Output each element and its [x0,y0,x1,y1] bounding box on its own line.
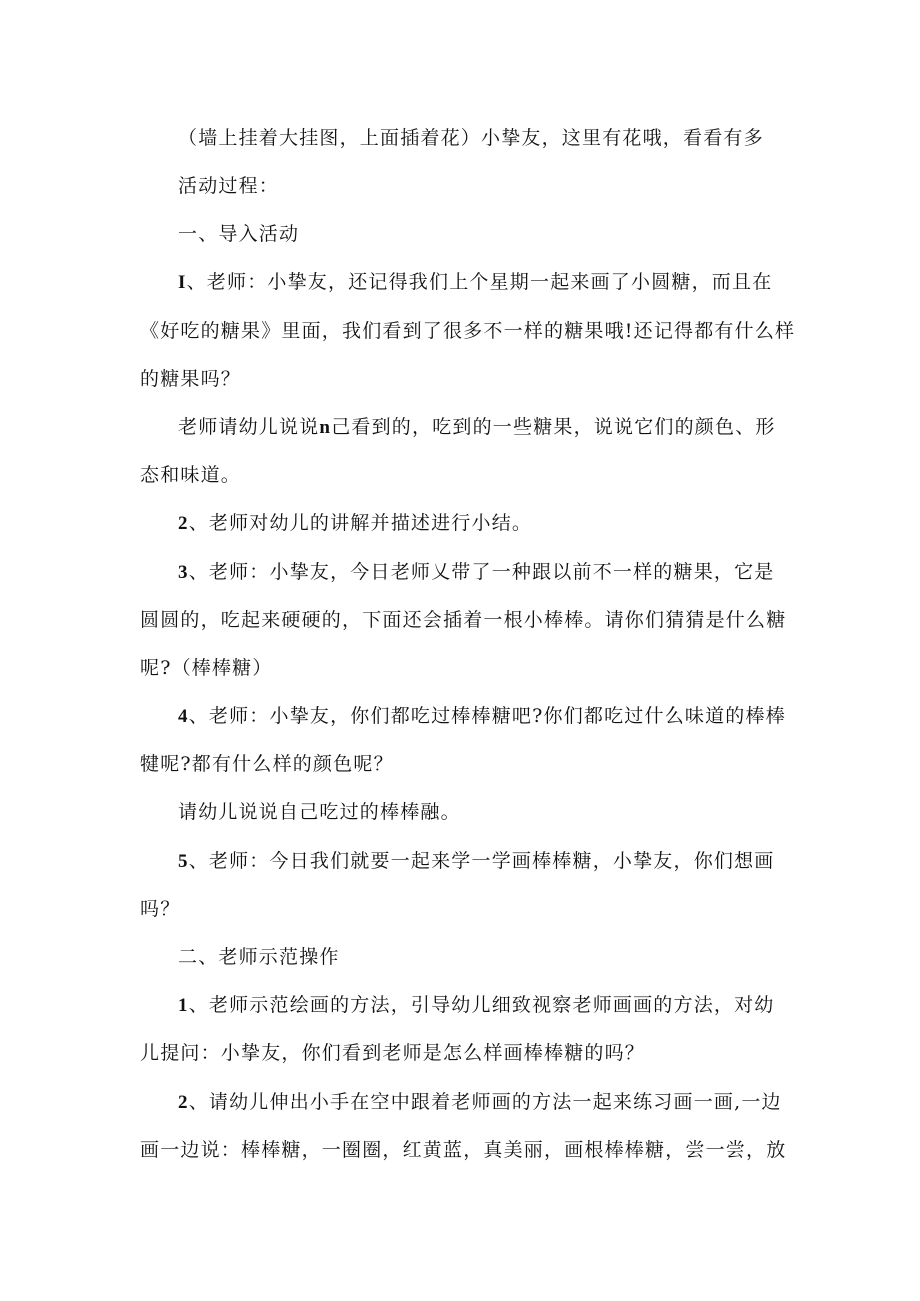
paragraph-line: 儿提问：小挚友，你们看到老师是怎么样画棒棒糖的吗？ [140,1042,646,1064]
paragraph-line: 请幼儿说说自己吃过的棒棒融。 [178,801,461,823]
paragraph-line: 的糖果吗？ [140,368,242,390]
paragraph-line: 圆圆的，吃起来硬硬的，下面还会插着一根小棒棒。请你们猜猜是什么糖 [140,609,787,631]
paragraph-line: 5、老师：今日我们就要一起来学一学画棒棒糖，小挚友，你们想画 [178,850,775,872]
paragraph-line: 1、老师示范绘画的方法，引导幼儿细致视察老师画画的方法，对幼 [178,994,775,1016]
section-heading: 二、老师示范操作 [178,946,340,968]
paragraph-line: 吗？ [140,898,181,920]
paragraph-line: 4、老师：小挚友，你们都吃过棒棒糖吧?你们都吃过什么味道的棒棒 [178,705,786,727]
paragraph-line: 态和味道。 [140,464,242,486]
paragraph-line: 画一边说：棒棒糖，一圈圈，红黄蓝，真美丽，画根棒棒糖，尝一尝，放 [140,1139,787,1161]
paragraph-line: 活动过程： [178,175,280,197]
paragraph-line: I、老师：小挚友，还记得我们上个星期一起来画了小圆糖，而且在 [178,271,773,293]
paragraph-line: 2、老师对幼儿的讲解并描述进行小结。 [178,512,533,534]
paragraph-line: 3、老师：小挚友，今日老师乂带了一种跟以前不一样的糖果，它是 [178,561,775,583]
section-heading: 一、导入活动 [178,223,300,245]
paragraph-line: 犍呢?都有什么样的颜色呢？ [140,753,394,775]
paragraph-line: （墙上挂着大挂图，上面插着花）小挚友，这里有花哦，看看有多 [178,127,764,149]
paragraph-line: 呢?（棒棒糖） [140,657,273,679]
paragraph-line: 老师请幼儿说说n己看到的，吃到的一些糖果，说说它们的颜色、形 [178,416,776,438]
paragraph-line: 2、请幼儿伸出小手在空中跟着老师画的方法一起来练习画一画,一边 [178,1091,782,1113]
paragraph-line: 《好吃的糖果》里面，我们看到了很多不一样的糖果哦!还记得都有什么样 [140,320,796,342]
